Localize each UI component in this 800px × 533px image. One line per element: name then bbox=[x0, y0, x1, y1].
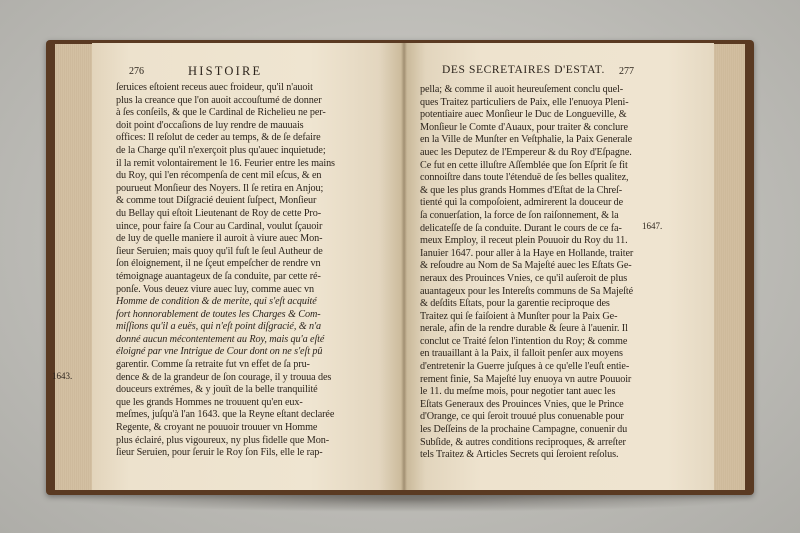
text-line: pella; & comme il auoit heureuſement conclu quel- bbox=[420, 84, 624, 95]
text-line: Eſtats Generaux des Prouinces Vnies, que le Prince bbox=[420, 398, 624, 410]
book-shadow bbox=[58, 494, 758, 512]
text-line: plus éclairé, plus vigoureux, ny plus fidelle que Mon- bbox=[116, 434, 330, 446]
text-line: tels Traitez & Articles Secrets qui ſeroient reſolus. bbox=[420, 449, 619, 461]
text-line: offices: Il reſolut de ceder au temps, & de ſe defaire bbox=[116, 132, 321, 144]
text-line: Ianuier 1647. pour aller à la Haye en Hollande, traiter bbox=[420, 247, 634, 259]
text-line: d'entretenir la Guerre juſques à ce qu'elle l'euſt entie- bbox=[420, 361, 630, 373]
text-line: à ſes conſeils, & que le Cardinal de Richelieu ne per- bbox=[116, 107, 326, 119]
running-title: HISTOIRE bbox=[188, 64, 263, 78]
text-line: dence & de la grandeur de ſon courage, il y trouua des bbox=[116, 371, 332, 383]
page-number: 276 bbox=[129, 66, 144, 77]
text-line: tienté qui la compoſoient, admirerent la douceur de bbox=[420, 197, 624, 209]
text-line: ponſe. Vous deuez viure auec luy, comme auec vn bbox=[116, 283, 314, 295]
text-line: meſmes, juſqu'à l'an 1643. que la Reyne eſtant declarée bbox=[116, 409, 335, 421]
text-line: témoignage auantageux de ſa conduite, par cette ré- bbox=[116, 270, 321, 282]
text-line: ſa conuerſation, la force de ſon raiſonnement, & la bbox=[420, 209, 619, 221]
text-line: connoiſtre dans toute l'étenduë de ſes belles qualitez, bbox=[420, 172, 629, 184]
text-line: rement finie, Sa Majeſté luy enuoya vn autre Pouuoir bbox=[420, 373, 632, 385]
page-edges-right bbox=[712, 44, 745, 490]
page-edges-left bbox=[55, 44, 95, 490]
text-line: Homme de condition & de merite, qui s'eſt acquité bbox=[116, 296, 317, 308]
text-line: donné aucun mécontentement au Roy, mais qu'a eſté bbox=[116, 333, 325, 345]
book-gutter bbox=[401, 43, 407, 490]
text-line: plus la creance que l'on auoit accouſtumé de donner bbox=[116, 94, 322, 106]
text-line: & deſdits Eſtats, pour la garentie reciproque des bbox=[420, 298, 610, 310]
text-line: & reſoudre au Nom de Sa Majeſté auec les Eſtats Ge- bbox=[420, 260, 632, 272]
text-line: doit point d'occaſions de luy rendre de mauuais bbox=[116, 119, 304, 131]
text-line: les Deſſeins de la prochaine Campagne, conuenir du bbox=[420, 424, 628, 436]
text-line: en trauaillant à la Paix, il falloit penſer aux moyens bbox=[420, 348, 623, 360]
text-line: & comme tout Diſgracié deuient ſuſpect, Monſieur bbox=[116, 195, 317, 207]
margin-note: 1647. bbox=[642, 221, 663, 231]
text-line: ſeruices eſtoient receus auec froideur, qu'il n'auoit bbox=[116, 82, 313, 93]
text-line: ques Traitez particuliers de Paix, elle l'enuoya Pleni- bbox=[420, 96, 629, 108]
text-line: du Bellay qui eſtoit Lieutenant de Roy de cette Pro- bbox=[116, 207, 322, 219]
text-line: Ce fut en cette illuſtre Aſſemblée que ſon Eſprit ſe fit bbox=[420, 159, 628, 171]
text-line: du Roy, qui l'en récompenſa de cent mil eſcus, & en bbox=[116, 170, 322, 182]
text-line: éloigné par vne Intrigue de Cour dont on ne s'eſt pû bbox=[116, 346, 323, 358]
text-line: meux Employ, il receut plein Pouuoir du Roy du 11. bbox=[420, 235, 628, 247]
text-line: auec les Deputez de l'Empereur & du Roy d'Eſpagne. bbox=[420, 146, 632, 158]
text-line: ſieur Seruien; mais quoy qu'il fuſt le ſeul Autheur de bbox=[116, 245, 323, 257]
text-line: d'Orange, ce qui ſeroit trouué plus conuenable pour bbox=[420, 411, 624, 423]
running-title: DES SECRETAIRES D'ESTAT. bbox=[442, 64, 605, 76]
text-line: de luy de quelle maniere il auroit à viure auec Mon- bbox=[116, 233, 323, 245]
text-line: & que les plus grands Hommes d'Eſtat de la Chreſ- bbox=[420, 184, 623, 196]
text-line: auantageux pour les Intereſts communs de Sa Majeſté bbox=[420, 285, 634, 297]
text-line: nerale, afin de la rendre durable & ſeure à l'auenir. Il bbox=[420, 323, 628, 335]
text-line: Monſieur le Comte d'Auaux, pour traiter & conclure bbox=[420, 121, 628, 133]
text-line: ſon éloignement, il ne ſçeut empeſcher de rendre vn bbox=[116, 258, 321, 270]
text-line: ſieur Seruien, pour ſeruir le Roy ſon Fils, elle le rap- bbox=[116, 447, 323, 459]
text-line: garentir. Comme ſa retraite fut vn effet de ſa pru- bbox=[116, 359, 310, 371]
text-line: le 11. du meſme mois, pour negotier tant auec les bbox=[420, 386, 616, 398]
text-line: fort honnorablement de toutes les Charges & Com- bbox=[116, 308, 321, 320]
text-line: de la Charge qu'il n'exerçoit plus qu'auec inquietude; bbox=[116, 144, 326, 156]
text-line: Traitez qui ſe faiſoient à Munſter pour la Paix Ge- bbox=[420, 310, 618, 322]
text-line: conclut ce Traité ſelon l'intention du Roy; & comme bbox=[420, 335, 628, 347]
text-line: potentiaire auec Monſieur le Duc de Longueville, & bbox=[420, 109, 627, 121]
text-line: douceurs extrémes, & y jouït de la belle tranquilité bbox=[116, 384, 318, 396]
body-text bbox=[116, 82, 388, 460]
text-line: miſſions qu'il a euës, qui n'eſt point diſgracié, & n'a bbox=[116, 321, 322, 333]
body-text bbox=[420, 84, 700, 462]
page-number: 277 bbox=[619, 66, 634, 77]
text-line: Subſide, & autres conditions reciproques, & arreſter bbox=[420, 436, 626, 448]
left-page bbox=[52, 43, 404, 490]
text-line: neraux des Prouinces Vnies, ce qu'il auſeroit de plus bbox=[420, 272, 628, 284]
margin-note: 1643. bbox=[52, 371, 73, 381]
text-line: il la remit volontairement le 16. Feurier entre les mains bbox=[116, 157, 335, 169]
text-line: que les grands Hommes ne trouuent qu'en eux- bbox=[116, 396, 303, 408]
text-line: uince, pour faire ſa Cour au Cardinal, voulut ſçauoir bbox=[116, 220, 323, 232]
text-line: delicateſſe de ſa conduite. Durant le cours de ce fa- bbox=[420, 222, 622, 234]
text-line: Regente, & croyant ne pouuoir trouuer vn Homme bbox=[116, 422, 318, 434]
text-line: pourueut Monſieur des Noyers. Il ſe retira en Anjou; bbox=[116, 182, 324, 194]
text-line: en la Ville de Munſter en Veſtphalie, la Paix Generale bbox=[420, 134, 633, 146]
right-page bbox=[404, 43, 714, 490]
